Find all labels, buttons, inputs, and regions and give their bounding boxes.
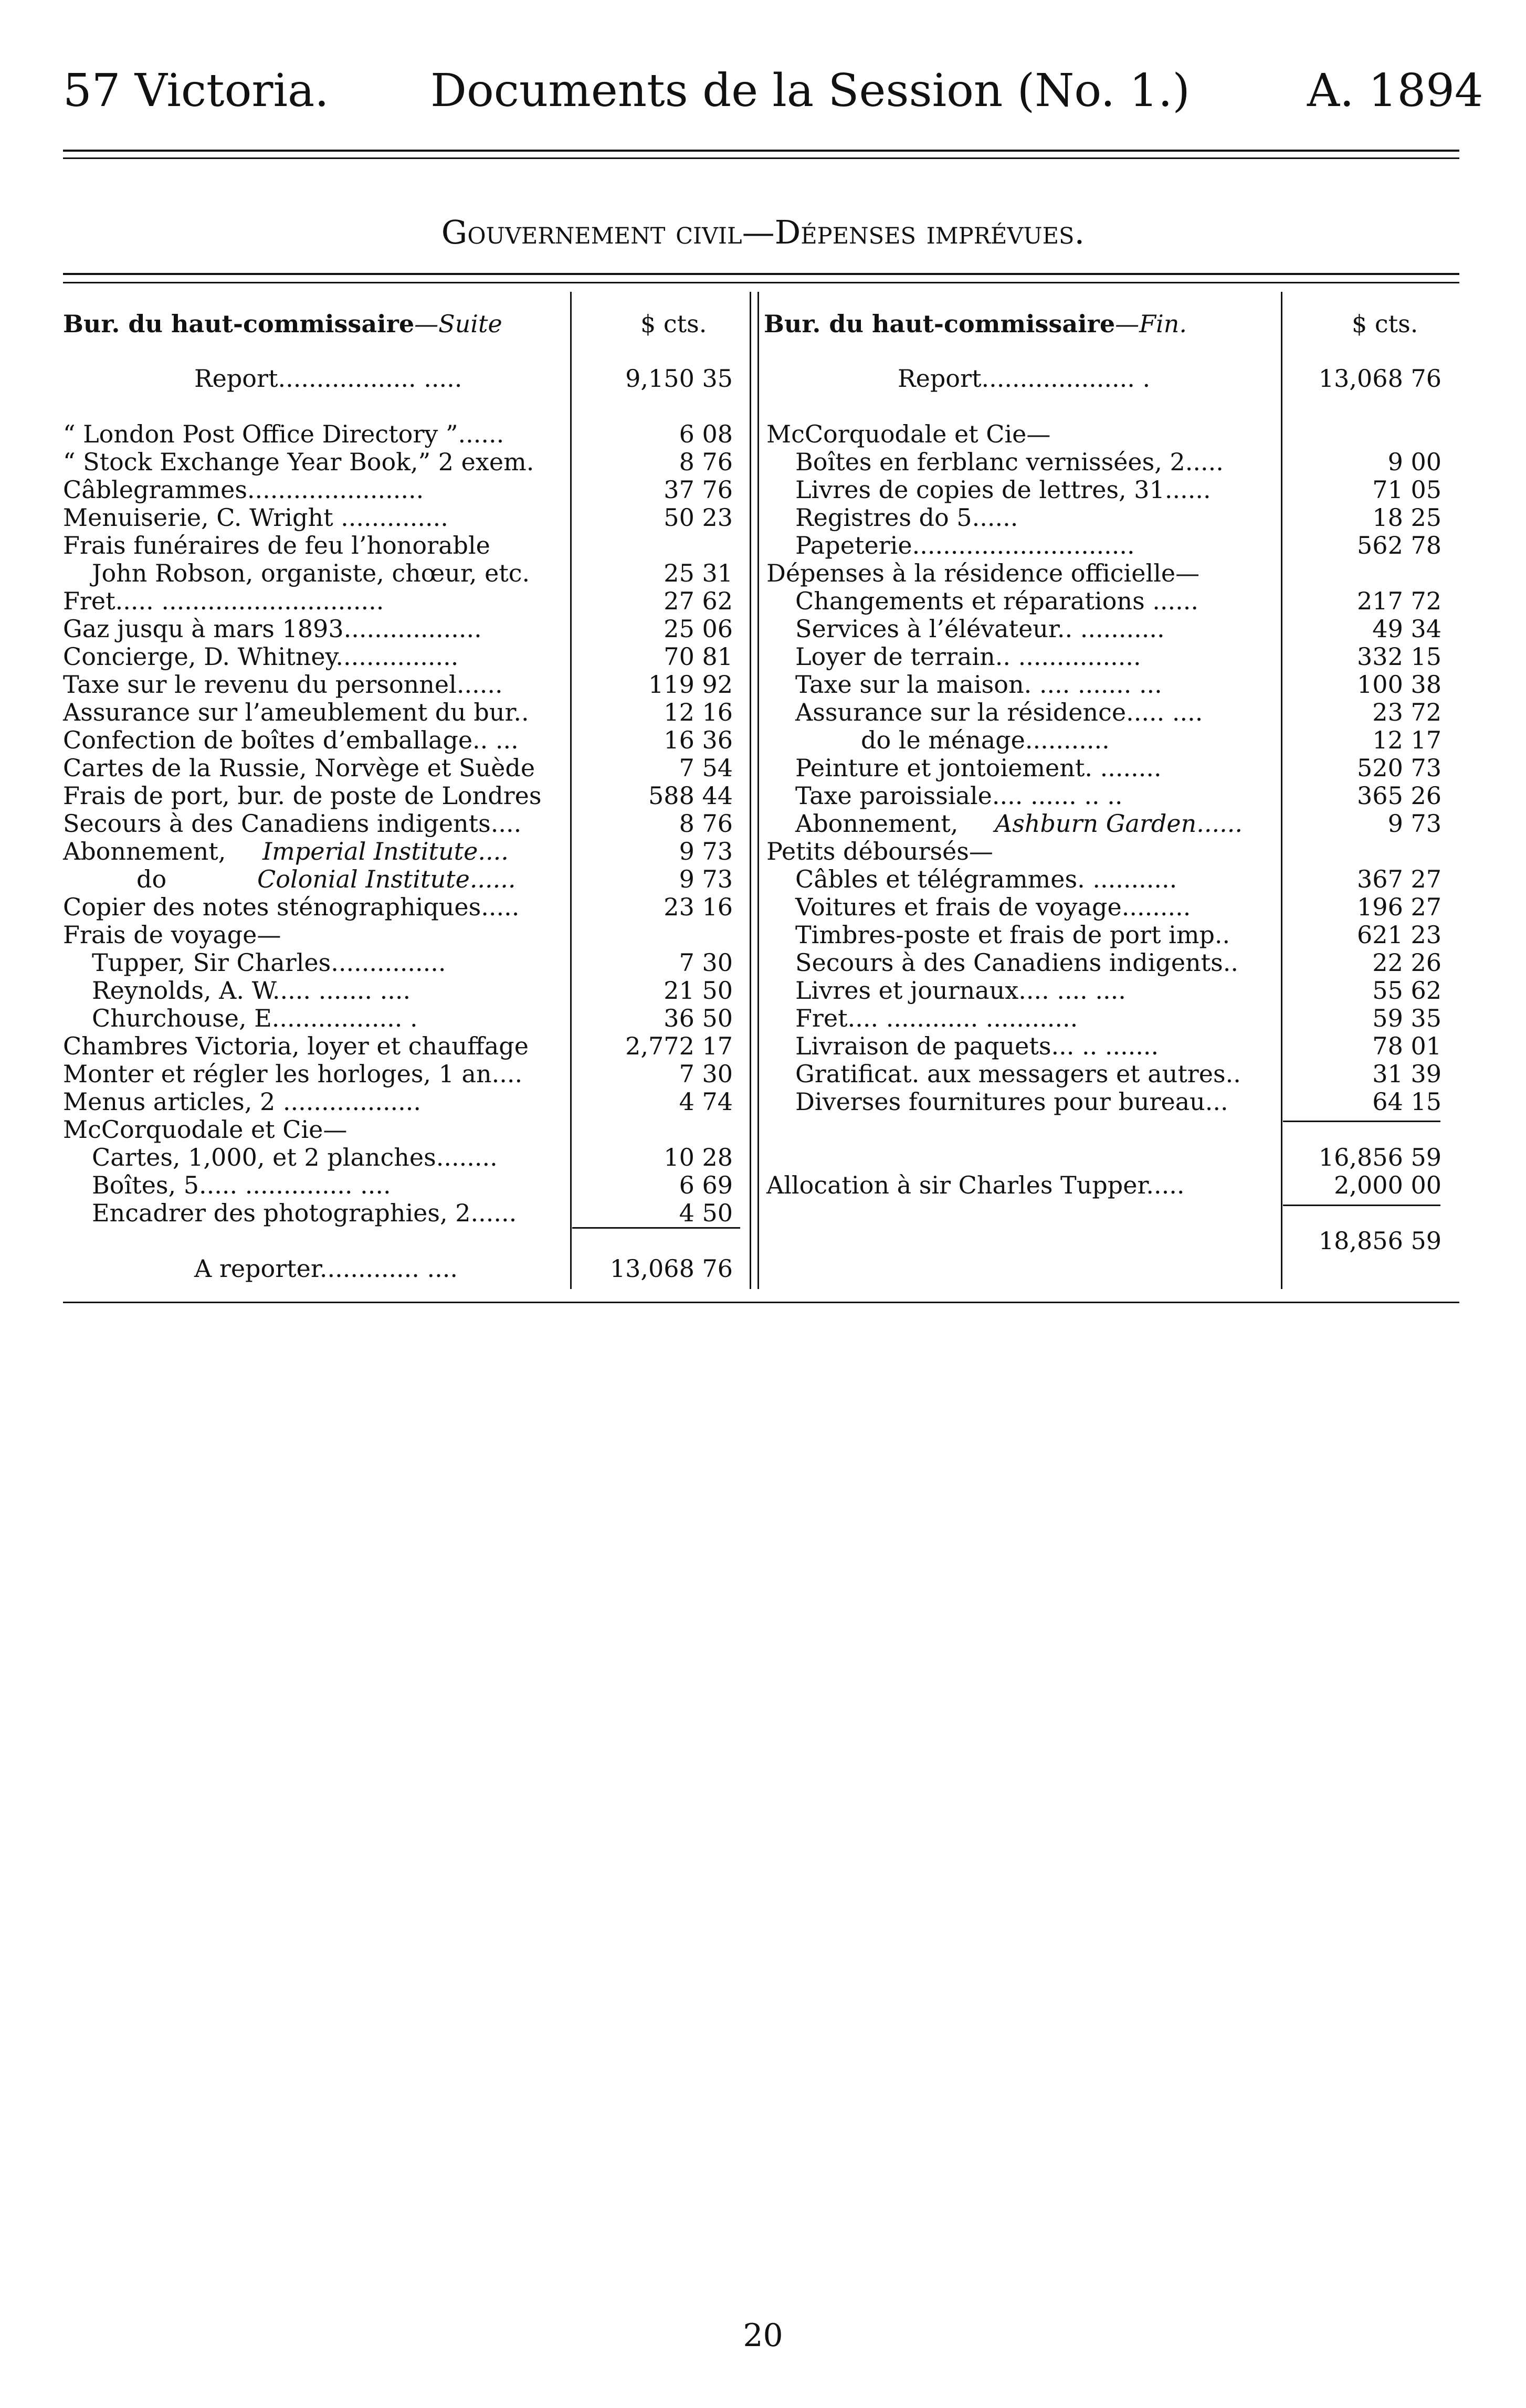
ledger-label: Timbres-poste et frais de port imp.. — [795, 921, 1230, 949]
ledger-row — [766, 1227, 1441, 1255]
ledger-label: Cartes, 1,000, et 2 planches........ — [92, 1143, 498, 1171]
ledger-row — [766, 532, 1441, 559]
ledger-row — [766, 671, 1441, 699]
ledger-row — [63, 448, 733, 476]
ledger-amount: 621 23 — [1357, 921, 1441, 949]
ledger-amount: 332 15 — [1357, 642, 1441, 671]
ledger-row — [766, 643, 1441, 671]
ledger-amount: 25 31 — [664, 559, 733, 587]
table-rule-bottom — [63, 1302, 1459, 1303]
ledger-row — [766, 559, 1441, 587]
ledger-label: Livres de copies de lettres, 31...... — [795, 476, 1211, 504]
ledger-row — [766, 726, 1441, 754]
ledger-row — [766, 1088, 1441, 1116]
ledger-amount: 588 44 — [648, 781, 733, 810]
right-heading-italic: —Fin. — [1115, 310, 1187, 338]
ledger-label: Secours à des Canadiens indigents.... — [63, 809, 522, 838]
ledger-row — [766, 420, 1441, 448]
ledger-label: Dépenses à la résidence officielle— — [766, 559, 1200, 587]
center-divider-b — [757, 292, 759, 1289]
ledger-amount: 6 08 — [679, 420, 733, 448]
ledger-label: Encadrer des photographies, 2...... — [92, 1199, 517, 1227]
ledger-amount: 7 30 — [679, 948, 733, 977]
right-column-heading — [764, 310, 1187, 338]
ledger-label: Menuiserie, C. Wright .............. — [63, 503, 448, 532]
ledger-amount: 37 76 — [664, 476, 733, 504]
ledger-label: Livres et journaux.... .... .... — [795, 976, 1126, 1005]
ledger-amount: 78 01 — [1372, 1032, 1441, 1060]
ledger-amount: 18,856 59 — [1318, 1227, 1441, 1255]
ledger-label: Fret.... ............ ............ — [795, 1004, 1078, 1032]
ledger-row — [63, 1116, 733, 1144]
ledger-amount: 18 25 — [1372, 503, 1441, 532]
ledger-row — [63, 504, 733, 532]
page-title — [0, 213, 1526, 251]
ledger-amount: 4 50 — [679, 1199, 733, 1227]
ledger-label: Confection de boîtes d’emballage.. ... — [63, 726, 519, 754]
ledger-row — [766, 865, 1441, 893]
ledger-row — [63, 699, 733, 726]
ledger-row — [63, 1060, 733, 1088]
ledger-label: Livraison de paquets... .. ....... — [795, 1032, 1159, 1060]
ledger-amount: 7 54 — [679, 754, 733, 782]
ledger-row — [63, 559, 733, 587]
ledger-label: Assurance sur l’ameublement du bur.. — [63, 698, 529, 726]
title-dash: — — [742, 213, 775, 251]
ledger-amount: 9 73 — [679, 837, 733, 865]
ledger-label-italic: Colonial Institute...... — [257, 865, 516, 893]
ledger-row — [63, 754, 733, 782]
ledger-label: Taxe sur le revenu du personnel...... — [63, 670, 503, 699]
ledger-label: Monter et régler les horloges, 1 an.... — [63, 1060, 523, 1088]
header-left: 57 Victoria. — [63, 65, 329, 117]
center-divider-a — [750, 292, 751, 1289]
ledger-label: McCorquodale et Cie— — [766, 420, 1051, 448]
ledger-row — [766, 1005, 1441, 1032]
ledger-row — [766, 754, 1441, 782]
ledger-label: “ London Post Office Directory ”...... — [63, 420, 504, 448]
ledger-row — [63, 393, 733, 420]
ledger-amount: 6 69 — [679, 1171, 733, 1199]
ledger-amount: 9 73 — [1387, 809, 1441, 838]
ledger-amount: 13,068 76 — [1318, 364, 1441, 393]
ledger-row — [766, 921, 1441, 949]
ledger-row — [63, 1088, 733, 1116]
ledger-label: Peinture et jontoiement. ........ — [795, 754, 1162, 782]
ledger-row — [766, 699, 1441, 726]
ledger-row — [766, 615, 1441, 643]
ledger-row — [63, 643, 733, 671]
ledger-label: Concierge, D. Whitney................ — [63, 642, 459, 671]
ledger-row — [63, 1005, 733, 1032]
ledger-label: Assurance sur la résidence..... .... — [795, 698, 1203, 726]
ledger-amount: 49 34 — [1372, 615, 1441, 643]
ledger-row — [766, 1144, 1441, 1171]
table-rule-top-2 — [63, 282, 1459, 283]
ledger-row — [766, 949, 1441, 977]
ledger-label: Registres do 5...... — [795, 503, 1018, 532]
ledger-amount: 367 27 — [1357, 865, 1441, 893]
ledger-label: Gratificat. aux messagers et autres.. — [795, 1060, 1241, 1088]
ledger-label: Petits déboursés— — [766, 837, 993, 865]
ledger-amount: 8 76 — [679, 809, 733, 838]
ledger-amount: 23 72 — [1372, 698, 1441, 726]
ledger-row — [63, 726, 733, 754]
ledger-label: Chambres Victoria, loyer et chauffage — [63, 1032, 529, 1060]
ledger-label: Câbles et télégrammes. ........... — [795, 865, 1177, 893]
ledger-row — [63, 587, 733, 615]
ledger-label: Voitures et frais de voyage......... — [795, 893, 1191, 921]
ledger-label: Menus articles, 2 .................. — [63, 1087, 422, 1116]
ledger-label: Copier des notes sténographiques..... — [63, 893, 520, 921]
ledger-amount: 13,068 76 — [609, 1254, 733, 1283]
ledger-label: John Robson, organiste, chœur, etc. — [92, 559, 530, 587]
ledger-row — [63, 810, 733, 838]
ledger-row — [766, 893, 1441, 921]
ledger-amount: 217 72 — [1357, 587, 1441, 615]
left-heading-italic: —Suite — [414, 310, 502, 338]
left-total-rule — [572, 1227, 740, 1229]
ledger-row — [63, 949, 733, 977]
right-total-rule — [1283, 1205, 1440, 1206]
ledger-amount: 9 00 — [1387, 448, 1441, 476]
table-rule-top — [63, 273, 1459, 275]
ledger-amount: 562 78 — [1357, 531, 1441, 559]
ledger-label: Abonnement, — [795, 809, 959, 838]
ledger-label: Allocation à sir Charles Tupper..... — [766, 1171, 1185, 1199]
ledger-amount: 4 74 — [679, 1087, 733, 1116]
ledger-amount: 55 62 — [1372, 976, 1441, 1005]
ledger-amount: 70 81 — [664, 642, 733, 671]
ledger-row — [63, 921, 733, 949]
header-right: A. 1894 — [1307, 65, 1483, 117]
ledger-label: Services à l’élévateur.. ........... — [795, 615, 1165, 643]
ledger-row — [63, 1171, 733, 1199]
ledger-amount: 27 62 — [664, 587, 733, 615]
ledger-label-italic: Ashburn Garden...... — [995, 809, 1243, 838]
ledger-label: Abonnement, — [63, 837, 226, 865]
ledger-label: Fret..... ............................. — [63, 587, 384, 615]
ledger-label: Taxe sur la maison. .... ....... ... — [795, 670, 1162, 699]
ledger-label: Changements et réparations ...... — [795, 587, 1199, 615]
ledger-row — [63, 1144, 733, 1171]
ledger-label: “ Stock Exchange Year Book,” 2 exem. — [63, 448, 534, 476]
ledger-label: Loyer de terrain.. ................ — [795, 642, 1141, 671]
ledger-label-italic: Imperial Institute.... — [262, 837, 509, 865]
ledger-amount: 25 06 — [664, 615, 733, 643]
ledger-amount: 119 92 — [648, 670, 733, 699]
ledger-label: Frais de voyage— — [63, 921, 281, 949]
ledger-amount: 365 26 — [1357, 781, 1441, 810]
ledger-row — [63, 615, 733, 643]
ledger-amount: 22 26 — [1372, 948, 1441, 977]
ledger-label: Gaz jusqu à mars 1893.................. — [63, 615, 482, 643]
ledger-row — [63, 420, 733, 448]
ledger-amount: 12 17 — [1372, 726, 1441, 754]
ledger-amount: 100 38 — [1357, 670, 1441, 699]
left-ledger — [63, 365, 733, 1283]
ledger-amount: 71 05 — [1372, 476, 1441, 504]
ledger-row — [766, 1060, 1441, 1088]
ledger-amount: 2,000 00 — [1334, 1171, 1441, 1199]
header-rule-top — [63, 150, 1459, 152]
ledger-amount: 21 50 — [664, 976, 733, 1005]
ledger-label: Churchouse, E................. . — [92, 1004, 418, 1032]
ledger-amount: 520 73 — [1357, 754, 1441, 782]
ledger-amount: 31 39 — [1372, 1060, 1441, 1088]
ledger-row — [766, 1199, 1441, 1227]
ledger-amount: 64 15 — [1372, 1087, 1441, 1116]
page-number: 20 — [743, 2317, 783, 2354]
ledger-row — [766, 365, 1441, 393]
ledger-row — [63, 782, 733, 810]
header-rule-bottom — [63, 157, 1459, 159]
ledger-row — [766, 448, 1441, 476]
ledger-row — [63, 977, 733, 1005]
ledger-label: Câblegrammes....................... — [63, 476, 424, 504]
ledger-amount: 9 73 — [679, 865, 733, 893]
ledger-amount: 12 16 — [664, 698, 733, 726]
ledger-label: Secours à des Canadiens indigents.. — [795, 948, 1239, 977]
ledger-row — [766, 1116, 1441, 1144]
ledger-row — [63, 476, 733, 504]
ledger-amount: 8 76 — [679, 448, 733, 476]
ledger-row — [63, 1032, 733, 1060]
ledger-amount: 9,150 35 — [625, 364, 733, 393]
ledger-row — [63, 365, 733, 393]
ledger-row — [766, 977, 1441, 1005]
ledger-row — [63, 838, 733, 865]
ledger-label: do — [136, 865, 167, 893]
right-currency-header: $ cts. — [1352, 310, 1418, 338]
header-center: Documents de la Session (No. 1.) — [430, 65, 1190, 117]
title-part2: Dépenses imprévues. — [774, 213, 1085, 251]
ledger-row — [766, 393, 1441, 420]
ledger-label: Boîtes, 5..... .............. .... — [92, 1171, 391, 1199]
ledger-label: A reporter............. .... — [194, 1254, 458, 1283]
ledger-amount: 196 27 — [1357, 893, 1441, 921]
ledger-row — [766, 838, 1441, 865]
ledger-label: Papeterie............................. — [795, 531, 1135, 559]
ledger-label: Frais funéraires de feu l’honorable — [63, 531, 490, 559]
ledger-label: Reynolds, A. W..... ....... .... — [92, 976, 411, 1005]
ledger-row — [63, 893, 733, 921]
left-heading-bold: Bur. du haut-commissaire — [63, 310, 415, 338]
ledger-row — [63, 671, 733, 699]
ledger-label: Cartes de la Russie, Norvège et Suède — [63, 754, 535, 782]
ledger-row — [63, 1227, 733, 1255]
ledger-row — [63, 532, 733, 559]
ledger-amount: 50 23 — [664, 503, 733, 532]
ledger-label: Diverses fournitures pour bureau... — [795, 1087, 1228, 1116]
right-heading-bold: Bur. du haut-commissaire — [764, 310, 1115, 338]
ledger-row — [63, 1199, 733, 1227]
ledger-row — [766, 1032, 1441, 1060]
ledger-row — [63, 1255, 733, 1283]
ledger-label: Frais de port, bur. de poste de Londres — [63, 781, 542, 810]
ledger-row — [766, 476, 1441, 504]
ledger-amount: 10 28 — [664, 1143, 733, 1171]
title-part1: Gouvernement civil — [441, 213, 742, 251]
ledger-amount: 16 36 — [664, 726, 733, 754]
ledger-row — [766, 810, 1441, 838]
ledger-amount: 7 30 — [679, 1060, 733, 1088]
ledger-label: Report.................. ..... — [194, 364, 462, 393]
ledger-label: Report.................... . — [898, 364, 1151, 393]
ledger-row — [766, 1171, 1441, 1199]
ledger-amount: 16,856 59 — [1318, 1143, 1441, 1171]
ledger-row — [766, 504, 1441, 532]
ledger-label: McCorquodale et Cie— — [63, 1115, 348, 1144]
left-currency-header: $ cts. — [640, 310, 707, 338]
left-column-heading — [63, 310, 502, 338]
right-subtotal-rule — [1283, 1121, 1440, 1122]
ledger-label: Boîtes en ferblanc vernissées, 2..... — [795, 448, 1224, 476]
ledger-label: Taxe paroissiale.... ...... .. .. — [795, 781, 1123, 810]
ledger-row — [766, 782, 1441, 810]
ledger-row — [766, 587, 1441, 615]
ledger-amount: 23 16 — [664, 893, 733, 921]
ledger-amount: 2,772 17 — [625, 1032, 733, 1060]
ledger-amount: 36 50 — [664, 1004, 733, 1032]
ledger-amount: 59 35 — [1372, 1004, 1441, 1032]
ledger-row — [63, 865, 733, 893]
ledger-label: do le ménage........... — [861, 726, 1110, 754]
ledger-label: Tupper, Sir Charles............... — [92, 948, 446, 977]
